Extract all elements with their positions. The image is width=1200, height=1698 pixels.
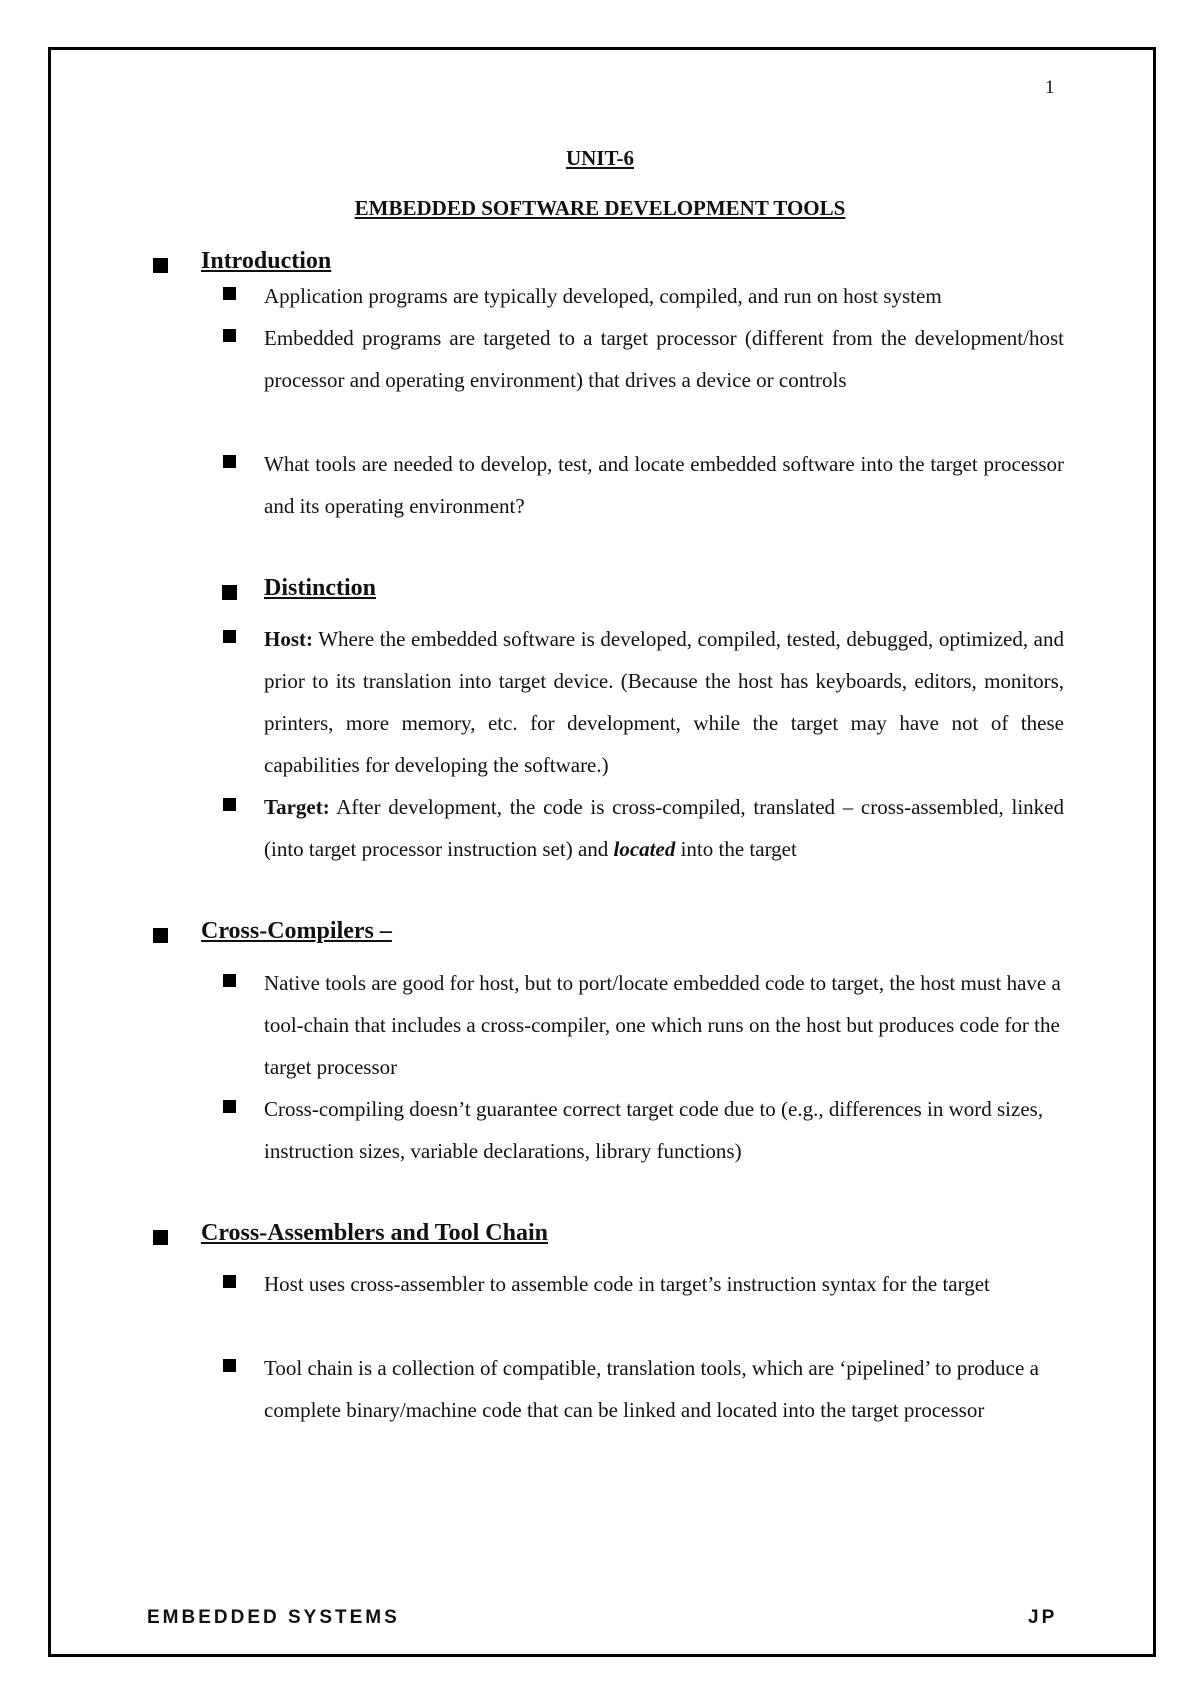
list-bullet [223,974,236,987]
section-bullet [153,1230,168,1245]
introduction-heading: Introduction [201,248,332,274]
list-bullet [223,798,236,811]
intro-item-2: Embedded programs are targeted to a target processor (different from the development/host processor and operating environment) that drives a device or controls [264,326,1064,392]
document-title: EMBEDDED SOFTWARE DEVELOPMENT TOOLS [354,196,846,220]
cross-assemblers-heading: Cross-Assemblers and Tool Chain [201,1220,548,1246]
list-bullet [223,287,236,300]
intro-item-1: Application programs are typically developed, compiled, and run on host system [264,284,942,308]
target-label: Target: [264,795,330,819]
list-bullet [223,455,236,468]
host-text: Where the embedded software is developed, compiled, tested, debugged, optimized, and prior to its translation into target device. (Because the host has keyboards, editors, monitors, printers, more memory, etc. for development, while the target may have not of these capabilities for developing the software.) [264,627,1064,777]
cross-compilers-item-1: Native tools are good for host, but to port/locate embedded code to target, the host must have a tool-chain that includes a cross-compiler, one which runs on the host but produces code for the target processor [264,971,1061,1079]
target-text-2: into the target [675,837,797,861]
page-number: 1 [1045,77,1055,98]
list-bullet [223,329,236,342]
list-bullet [223,1359,236,1372]
cross-assemblers-item-1: Host uses cross-assembler to assemble code in target’s instruction syntax for the target [264,1272,990,1296]
footer-course-title: EMBEDDED SYSTEMS [147,1607,400,1628]
target-text-1: After development, the code is cross-compiled, translated – cross-assembled, linked (into target processor instruction set) and [264,795,1064,861]
distinction-target [264,786,1064,870]
distinction-host [264,618,1064,786]
unit-heading: UNIT-6 [565,146,635,170]
intro-item-3: What tools are needed to develop, test, and locate embedded software into the target processor and its operating environment? [264,452,1064,518]
distinction-heading: Distinction [264,575,377,601]
section-bullet [222,585,237,600]
cross-compilers-item-2: Cross-compiling doesn’t guarantee correct target code due to (e.g., differences in word sizes, instruction sizes, variable declarations, library functions) [264,1097,1044,1163]
host-label: Host: [264,627,313,651]
list-bullet [223,1275,236,1288]
cross-compilers-heading: Cross-Compilers – [201,918,392,944]
list-bullet [223,630,236,643]
footer-initials: JP [1028,1607,1058,1628]
section-bullet [153,928,168,943]
located-emphasis: located [613,837,676,861]
section-bullet [153,258,168,273]
list-bullet [223,1100,236,1113]
cross-assemblers-item-2: Tool chain is a collection of compatible, translation tools, which are ‘pipelined’ to produce a complete binary/machine code that can be linked and located into the target processor [264,1356,1039,1422]
